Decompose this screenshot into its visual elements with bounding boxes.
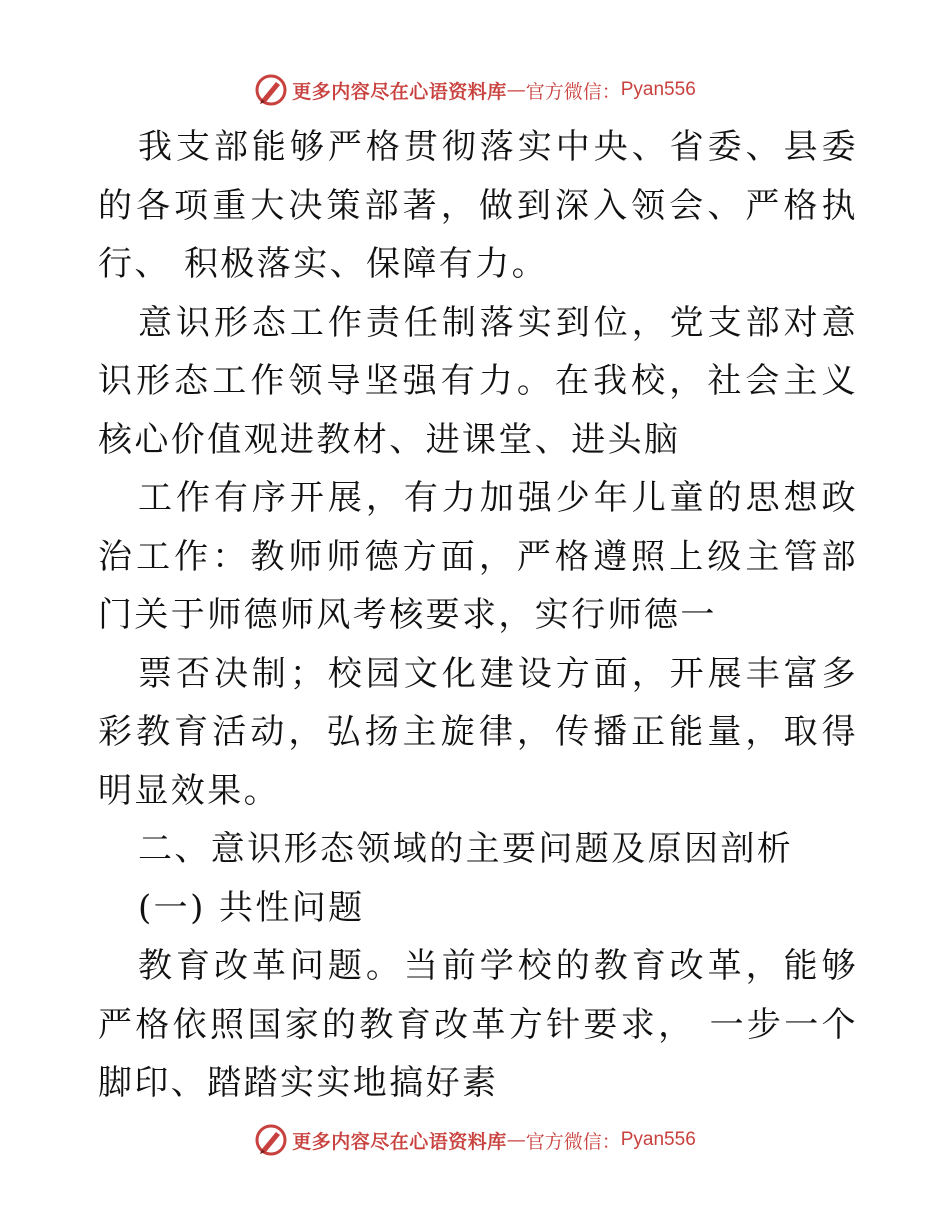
pen-logo-icon	[254, 1123, 288, 1157]
watermark-site-text: 更多内容尽在心语资料库	[292, 1130, 507, 1153]
paragraph-1: 我支部能够严格贯彻落实中央、省委、县委的各项重大决策部著，做到深入领会、严格执行、 积极落实、保障有力。	[98, 127, 858, 284]
watermark-wechat-label: 官方微信：	[525, 80, 621, 103]
section-heading: 二、意识形态领域的主要问题及原因剖析	[138, 829, 794, 869]
watermark-dash: —	[506, 79, 526, 101]
watermark-wechat-id: Pyan556	[620, 1129, 696, 1150]
watermark-site-text: 更多内容尽在心语资料库	[292, 80, 507, 103]
paragraph-4: 票否决制；校园文化建设方面，开展丰富多彩教育活动，弘扬主旋律，传播正能量，取得明显效果。	[98, 653, 858, 811]
pen-logo-icon	[254, 73, 288, 107]
footer-watermark	[0, 1120, 950, 1160]
paragraph-2: 意识形态工作责任制落实到位，党支部对意识形态工作领导坚强有力。在我校，社会主义核心价值观进教材、进课堂、进头脑	[98, 302, 858, 460]
subsection-heading: (一) 共性问题	[138, 887, 365, 928]
paragraph-5: 教育改革问题。当前学校的教育改革，能够严格依照国家的教育改革方针要求， 一步一个脚印、踏踏实实地搞好素	[98, 946, 858, 1103]
header-watermark	[0, 70, 950, 110]
document-body	[98, 118, 858, 1113]
watermark-wechat-id: Pyan556	[620, 79, 696, 100]
watermark-wechat-label: 官方微信：	[525, 1130, 621, 1153]
watermark-dash: —	[506, 1129, 526, 1151]
paragraph-3: 工作有序开展，有力加强少年儿童的思想政治工作：教师师德方面，严格遵照上级主管部门关于师德师风考核要求，实行师德一	[98, 478, 858, 635]
